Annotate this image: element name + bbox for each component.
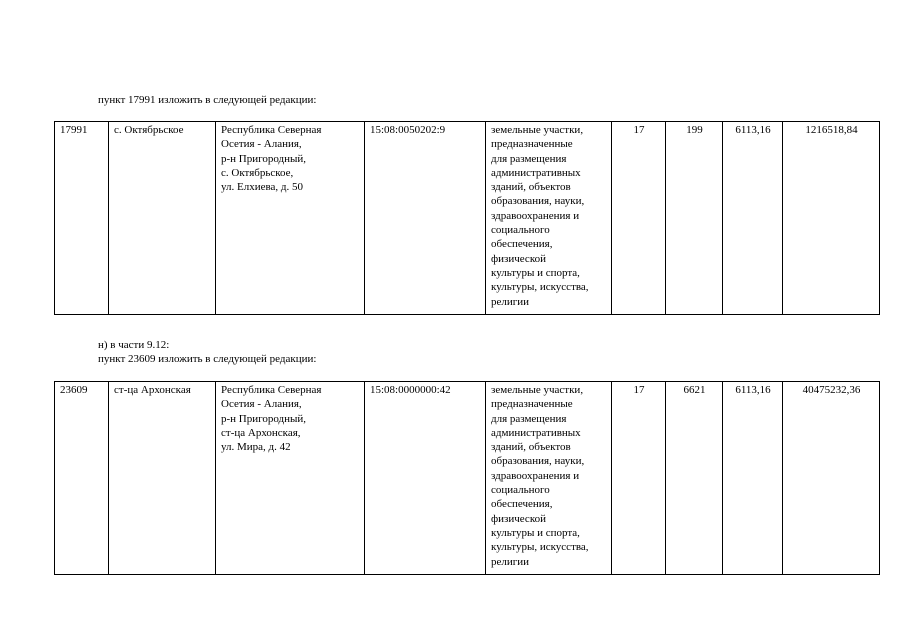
purpose-line: обеспечения, [491, 238, 553, 251]
purpose-line: социального [491, 484, 550, 497]
purpose-line: административных [491, 426, 581, 439]
address-line: ул. Елхиева, д. 50 [221, 181, 304, 194]
purpose-line: образования, науки, [491, 195, 585, 208]
address-line: ст-ца Архонская, [221, 426, 301, 439]
purpose-line: социального [491, 224, 550, 237]
cell-cadastral: 15:08:0000000:42 [365, 382, 486, 575]
address-line: р-н Пригородный, [221, 152, 307, 165]
cell-purpose [486, 382, 612, 575]
record-table-2 [54, 381, 880, 575]
purpose-line: образования, науки, [491, 455, 585, 468]
cell-col7: 6621 [666, 382, 723, 575]
cell-locality: с. Октябрьское [109, 122, 216, 315]
record-table-1 [54, 121, 880, 315]
address-line: Осетия - Алания, [221, 138, 302, 151]
cell-col6: 17 [612, 382, 666, 575]
table-row [55, 122, 880, 315]
purpose-line: для размещения [491, 412, 567, 425]
section-label: н) в части 9.12: [98, 339, 170, 351]
purpose-line: здравоохранения и [491, 469, 580, 482]
purpose-line: культуры, искусства, [491, 541, 589, 554]
purpose-line: обеспечения, [491, 498, 553, 511]
purpose-line: административных [491, 166, 581, 179]
cell-col8: 6113,16 [723, 122, 783, 315]
cell-col8: 6113,16 [723, 382, 783, 575]
purpose-line: религии [491, 555, 530, 568]
address-line: Осетия - Алания, [221, 398, 302, 411]
address-line: с. Октябрьское, [221, 166, 294, 179]
cell-col9: 1216518,84 [783, 122, 880, 315]
cell-col9: 40475232,36 [783, 382, 880, 575]
purpose-line: земельные участки, [491, 124, 584, 136]
intro-paragraph-1: пункт 17991 изложить в следующей редакции: [98, 94, 317, 106]
purpose-line: для размещения [491, 152, 567, 165]
purpose-line: предназначенные [491, 398, 573, 411]
cell-address [216, 382, 365, 575]
address-line: Республика Северная [221, 124, 322, 136]
cell-id: 17991 [55, 122, 109, 315]
address-line: Республика Северная [221, 384, 322, 396]
cell-id: 23609 [55, 382, 109, 575]
address-line: ул. Мира, д. 42 [221, 441, 291, 454]
purpose-line: зданий, объектов [491, 181, 571, 194]
purpose-line: культуры и спорта, [491, 266, 580, 279]
cell-locality: ст-ца Архонская [109, 382, 216, 575]
purpose-line: культуры, искусства, [491, 281, 589, 294]
cell-cadastral: 15:08:0050202:9 [365, 122, 486, 315]
address-line: р-н Пригородный, [221, 412, 307, 425]
cell-purpose [486, 122, 612, 315]
purpose-line: религии [491, 295, 530, 308]
intro-paragraph-2: пункт 23609 изложить в следующей редакции: [98, 353, 317, 365]
purpose-line: физической [491, 252, 546, 265]
table-row [55, 382, 880, 575]
cell-col6: 17 [612, 122, 666, 315]
purpose-line: физической [491, 512, 546, 525]
cell-col7: 199 [666, 122, 723, 315]
purpose-line: земельные участки, [491, 384, 584, 396]
purpose-line: предназначенные [491, 138, 573, 151]
purpose-line: зданий, объектов [491, 441, 571, 454]
purpose-line: здравоохранения и [491, 209, 580, 222]
cell-address [216, 122, 365, 315]
purpose-line: культуры и спорта, [491, 526, 580, 539]
